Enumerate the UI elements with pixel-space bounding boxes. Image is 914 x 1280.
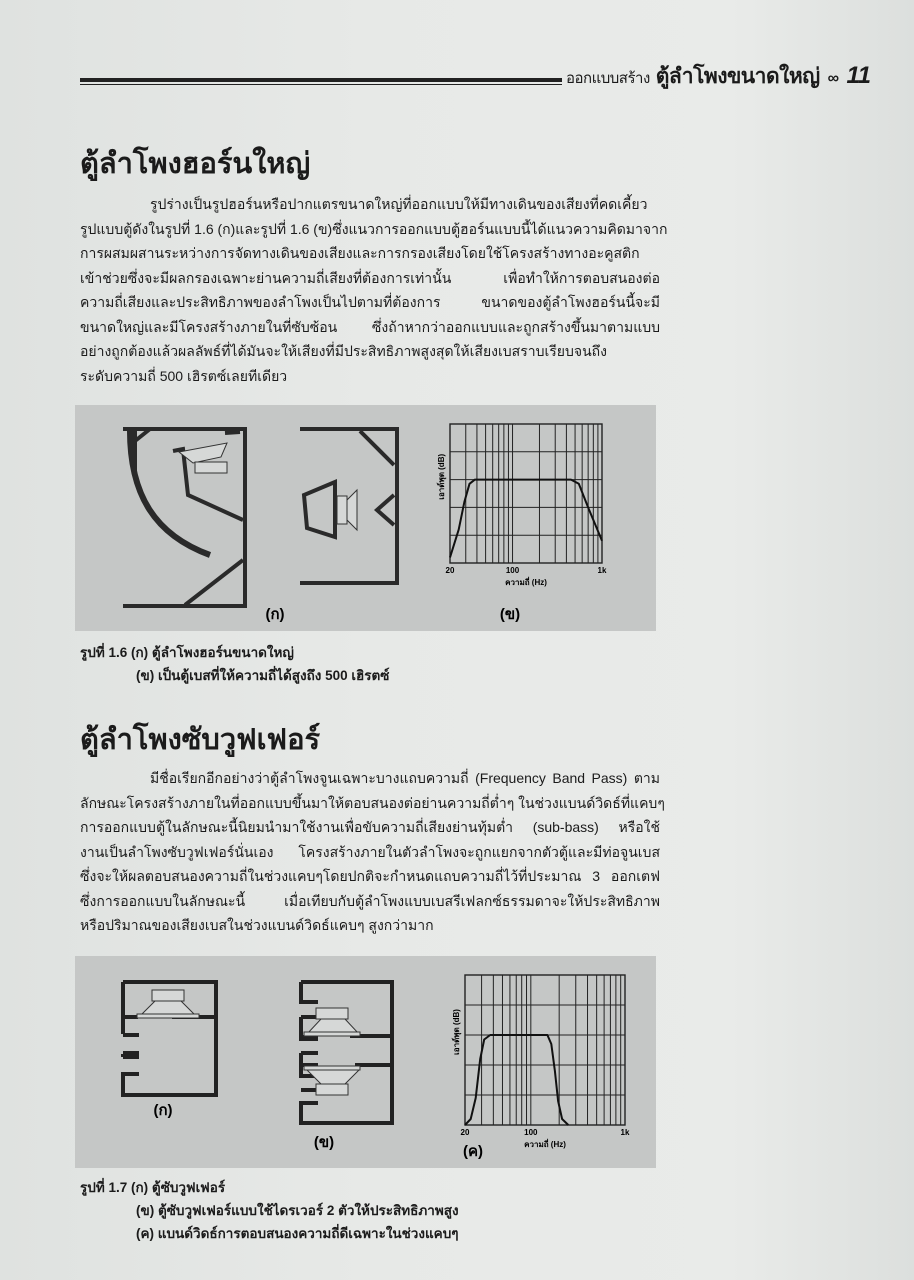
frequency-response-chart-2	[451, 975, 630, 1149]
paragraph-line: ซึ่งจะให้ผลตอบสนองความถี่ในช่วงแคบๆโดยปกติจะกำหนดแถบความถี่ไว้ที่ประมาณ 3 ออกเตฟ	[80, 868, 660, 884]
header-book-title: ตู้ลำโพงขนาดใหญ่	[655, 65, 820, 88]
paragraph-line: มีชื่อเรียกอีกอย่างว่าตู้ลำโพงจูนเฉพาะบางแถบความถี่ (Frequency Band Pass) ตาม	[150, 770, 660, 786]
paragraph-line: การออกแบบตู้ในลักษณะนี้นิยมนำมาใช้งานเพื่อขับความถี่เสียงย่านทุ้มต่ำ (sub-bass) หรือใช้	[80, 819, 660, 835]
running-header	[566, 60, 870, 93]
figure-1-7-drawing	[75, 956, 656, 1168]
x-tick-label: 100	[524, 1128, 538, 1137]
figure-1-6	[75, 405, 656, 631]
x-tick-label: 1k	[597, 566, 607, 575]
figure-label-a: (ก)	[265, 606, 285, 623]
paragraph-line: อย่างถูกต้องแล้วผลลัพธ์ที่ได้มันจะให้เสียงที่มีประสิทธิภาพสูงสุดให้เสียงเบสราบเรียบจนถึง	[80, 343, 607, 359]
paragraph-line: รูปร่างเป็นรูปฮอร์นหรือปากแตรขนาดใหญ่ที่ออกแบบให้มีทางเดินของเสียงที่คดเคี้ยว	[150, 196, 648, 212]
figure-label-a: (ก)	[153, 1102, 173, 1119]
plot-frame	[465, 975, 625, 1125]
subwoofer-driver-a	[137, 990, 199, 1018]
figure-label-b: (ข)	[313, 1134, 335, 1151]
paragraph-horn	[80, 192, 668, 388]
subwoofer-cabinet-b-drawing	[301, 982, 392, 1123]
x-tick-label: 20	[460, 1128, 470, 1137]
paragraph-line: ลักษณะโครงสร้างภายในที่ออกแบบขึ้นมาให้ตอบสนองต่อย่านความถี่ต่ำๆ ในช่วงแบนด์วิดธ์ที่แคบๆ	[80, 794, 665, 811]
caption-figure-1-6	[80, 641, 389, 687]
paragraph-line: รูปแบบตู้ดังในรูปที่ 1.6 (ก)และรูปที่ 1.6 (ข)ซึ่งแนวการออกแบบตู้ฮอร์นแบบนี้ได้แนวความคิดมาจาก	[80, 220, 668, 237]
caption-b: (ข) ตู้ซับวูฟเฟอร์แบบใช้ไดรเวอร์ 2 ตัวให้ประสิทธิภาพสูง	[136, 1203, 459, 1218]
figure-1-7	[75, 956, 656, 1168]
horn-driver-b	[337, 490, 357, 530]
caption-figure-1-7	[80, 1176, 459, 1245]
caption-a: (ก) ตู้ซับวูฟเฟอร์	[131, 1180, 226, 1195]
caption-prefix: รูปที่ 1.6	[80, 645, 128, 660]
figure-1-6-drawing	[75, 405, 656, 631]
caption-c: (ค) แบนด์วิดธ์การตอบสนองความถี่ดีเฉพาะในช่วงแคบๆ	[136, 1226, 459, 1241]
caption-prefix: รูปที่ 1.7	[80, 1180, 128, 1195]
page-number: 11	[846, 62, 871, 89]
caption-a: (ก) ตู้ลำโพงฮอร์นขนาดใหญ่	[131, 645, 294, 660]
paragraph-line: การผสมผสานระหว่างการจัดทางเดินของเสียงและการกรองเสียงโดยใช้โครงสร้างทางอะคูสติก	[80, 245, 640, 261]
y-axis-label: เอาต์พุต (dB)	[452, 1009, 461, 1055]
ornament-icon: ∞	[827, 70, 839, 87]
paragraph-line: งานเป็นลำโพงซับวูฟเฟอร์นั่นเอง โครงสร้างภายในตัวลำโพงจะถูกแยกจากตัวตู้และมีท่อจูนเบส	[80, 843, 660, 860]
paragraph-line: ซึ่งการออกแบบในลักษณะนี้ เมื่อเทียบกับตู้ลำโพงแบบเบสรีเฟลกซ์ธรรมดาจะให้ประสิทธิภาพ	[80, 892, 660, 909]
x-tick-label: 100	[505, 566, 520, 575]
paragraph-line: ความถี่เสียงและประสิทธิภาพของลำโพงเป็นไปตามที่ต้องการ ขนาดของตู้ลำโพงฮอร์นนี้จะมี	[80, 294, 660, 310]
header-rule	[80, 78, 562, 82]
plot-frame	[450, 424, 602, 563]
figure-label-c: (ค)	[462, 1143, 484, 1160]
frequency-response-chart-1	[436, 424, 607, 587]
header-section: ออกแบบสร้าง	[566, 70, 650, 87]
figure-label-b: (ข)	[499, 606, 521, 623]
section-title-horn: ตู้ลำโพงฮอร์นใหญ่	[80, 148, 311, 180]
caption-b: (ข) เป็นตู้เบสที่ให้ความถี่ได้สูงถึง 500 เฮิรตซ์	[136, 668, 390, 683]
paragraph-line: หรือปริมาณของเสียงเบสในช่วงแบนด์วิดธ์แคบๆ สูงกว่ามาก	[80, 917, 434, 933]
response-curve	[450, 480, 602, 558]
x-tick-label: 1k	[620, 1128, 630, 1137]
x-axis-label: ความถี่ (Hz)	[505, 578, 547, 587]
header-rule-thin	[80, 84, 562, 85]
y-axis-label: เอาต์พุต (dB)	[437, 453, 446, 500]
paragraph-line: เข้าช่วยซึ่งจะมีผลกรองเฉพาะย่านความถี่เสียงที่ต้องการเท่านั้น เพื่อทำให้การตอบสนองต่อ	[80, 269, 660, 286]
paragraph-line: ระดับความถี่ 500 เฮิรตซ์เลยทีเดียว	[80, 367, 288, 384]
x-axis-label: ความถี่ (Hz)	[524, 1140, 566, 1149]
paragraph-line: ขนาดใหญ่และมีโครงสร้างภายในที่ซับซ้อน ซึ่งถ้าหากว่าออกแบบและถูกสร้างขึ้นมาตามแบบ	[80, 318, 660, 335]
section-title-subwoofer: ตู้ลำโพงซับวูฟเฟอร์	[80, 724, 321, 756]
x-tick-label: 20	[445, 566, 455, 575]
paragraph-subwoofer	[80, 766, 665, 938]
